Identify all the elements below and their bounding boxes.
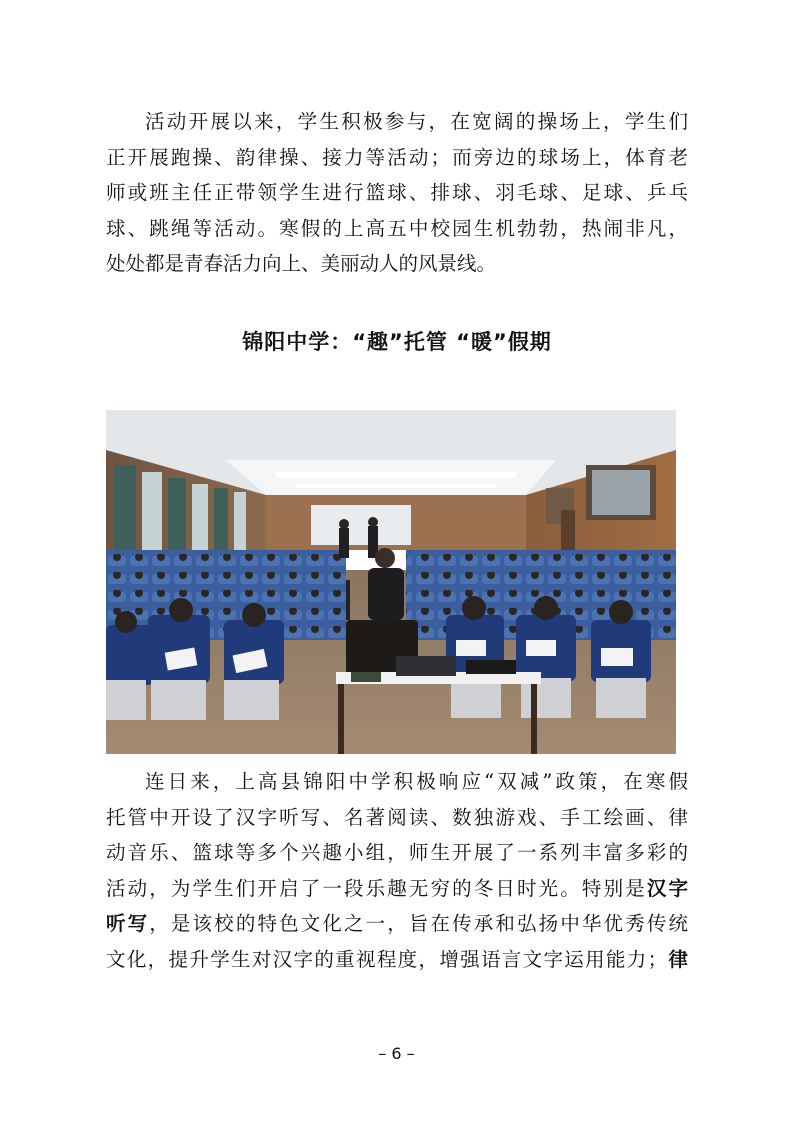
paragraph-activities — [106, 104, 688, 282]
bold-term: 汉字 — [646, 876, 688, 900]
paragraph-line: 正开展跑操、韵律操、接力等活动；而旁边的球场上，体育老 — [106, 145, 688, 169]
line-text: ，是该校的特色文化之一，旨在传承和弘扬中华优秀传统 — [149, 912, 688, 935]
page-number: – 6 – — [378, 1044, 415, 1063]
bold-term: 律 — [667, 947, 688, 971]
paragraph-line: 球、跳绳等活动。寒假的上高五中校园生机勃勃，热闹非凡， — [106, 216, 688, 240]
paragraph-jinyang — [106, 764, 688, 977]
paragraph-line: 托管中开设了汉字听写、名著阅读、数独游戏、手工绘画、律 — [106, 805, 688, 829]
paragraph-line: 处处都是青春活力向上、美丽动人的风景线。 — [106, 252, 497, 275]
paragraph-line — [106, 906, 688, 942]
paragraph-line: 活动开展以来，学生积极参与，在宽阔的操场上，学生们 — [145, 110, 688, 133]
classroom-photo — [106, 410, 676, 754]
paragraph-line — [106, 942, 688, 978]
bold-term: 听写 — [106, 912, 150, 935]
line-text: 活动，为学生们开启了一段乐趣无穷的冬日时光。特别是 — [106, 876, 647, 900]
paragraph-line: 动音乐、篮球等多个兴趣小组，师生开展了一系列丰富多彩的 — [106, 841, 688, 864]
section-heading: 锦阳中学：“趣”托管 “暖”假期 — [242, 330, 552, 354]
line-text: 文化，提升学生对汉字的重视程度，增强语言文字运用能力； — [106, 947, 668, 971]
paragraph-line — [106, 871, 688, 907]
paragraph-line: 连日来，上高县锦阳中学积极响应“双减”政策，在寒假 — [145, 770, 688, 793]
paragraph-line: 师或班主任正带领学生进行篮球、排球、羽毛球、足球、乒乓 — [106, 181, 688, 204]
